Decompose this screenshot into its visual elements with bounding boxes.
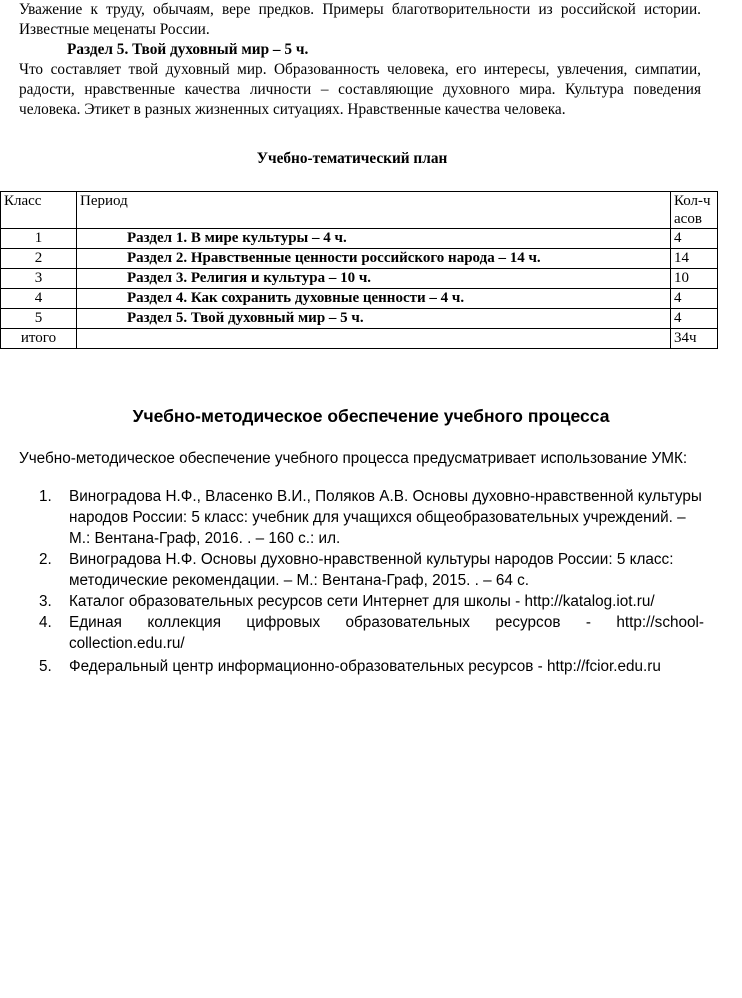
total-hours: 34ч — [671, 329, 718, 349]
total-label: итого — [1, 329, 77, 349]
list-item — [39, 591, 704, 612]
reference-text: Каталог образовательных ресурсов сети Интернет для школы - http://katalog.iot.ru/ — [69, 593, 655, 610]
cell-klass: 3 — [1, 269, 77, 289]
header-hours: Кол-часов — [671, 192, 718, 229]
table-header-row — [1, 192, 718, 229]
total-period — [77, 329, 671, 349]
reference-list — [39, 486, 704, 677]
cell-period: Раздел 2. Нравственные ценности российского народа – 14 ч. — [77, 249, 671, 269]
cell-hours: 4 — [671, 229, 718, 249]
table-row — [1, 229, 718, 249]
list-item — [39, 549, 704, 591]
list-number: 3. — [39, 593, 52, 610]
cell-period: Раздел 5. Твой духовный мир – 5 ч. — [77, 309, 671, 329]
list-item — [39, 612, 704, 654]
intro-paragraph-2: Что составляет твой духовный мир. Образованность человека, его интересы, увлечения, симпатии, радости, нравственные качества личности – составляющие духовного мира. Культура поведения человека. Этикет в разных жизненных ситуациях. Нравственные качества человека. — [19, 61, 701, 118]
cell-hours: 4 — [671, 309, 718, 329]
cell-klass: 4 — [1, 289, 77, 309]
table-total-row — [1, 329, 718, 349]
cell-period: Раздел 3. Религия и культура – 10 ч. — [77, 269, 671, 289]
reference-text-continued: collection.edu.ru/ — [69, 635, 185, 652]
list-number: 4. — [39, 614, 52, 631]
cell-klass: 1 — [1, 229, 77, 249]
intro-text — [19, 0, 701, 120]
reference-text: Виноградова Н.Ф. Основы духовно-нравственной культуры народов России: 5 класс: методические рекомендации. – М.: Вентана-Граф, 2015. . – 64 с. — [69, 551, 674, 589]
intro-paragraph-1: Уважение к труду, обычаям, вере предков. Примеры благотворительности из российской истории. Известные меценаты России. — [19, 1, 701, 38]
list-number: 5. — [39, 658, 52, 675]
table-row — [1, 269, 718, 289]
list-item — [39, 656, 704, 677]
umk-heading: Учебно-методическое обеспечение учебного процесса — [132, 406, 610, 426]
cell-hours: 4 — [671, 289, 718, 309]
list-number: 1. — [39, 488, 52, 505]
cell-hours: 10 — [671, 269, 718, 289]
list-number: 2. — [39, 551, 52, 568]
reference-text: Федеральный центр информационно-образовательных ресурсов - http://fcior.edu.ru — [69, 658, 661, 675]
table-row — [1, 249, 718, 269]
reference-text: Виноградова Н.Ф., Власенко В.И., Поляков А.В. Основы духовно-нравственной культуры народов России: 5 класс: учебник для учащихся общеобразовательных учреждений. – М.: Вентана-Граф, 2016. . – 160 с.: ил. — [69, 488, 702, 547]
table-row — [1, 289, 718, 309]
thematic-plan-table — [0, 191, 718, 349]
umk-intro: Учебно-методическое обеспечение учебного процесса предусматривает использование УМК: — [19, 450, 688, 467]
header-period: Период — [77, 192, 671, 229]
cell-klass: 2 — [1, 249, 77, 269]
section-5-heading: Раздел 5. Твой духовный мир – 5 ч. — [67, 41, 309, 58]
header-klass: Класс — [1, 192, 77, 229]
cell-period: Раздел 1. В мире культуры – 4 ч. — [77, 229, 671, 249]
table-row — [1, 309, 718, 329]
plan-title: Учебно-тематический план — [256, 150, 448, 167]
cell-hours: 14 — [671, 249, 718, 269]
cell-period: Раздел 4. Как сохранить духовные ценности – 4 ч. — [77, 289, 671, 309]
cell-klass: 5 — [1, 309, 77, 329]
list-item — [39, 486, 704, 549]
reference-text: Единая коллекция цифровых образовательных ресурсов - http://school- — [69, 614, 704, 631]
